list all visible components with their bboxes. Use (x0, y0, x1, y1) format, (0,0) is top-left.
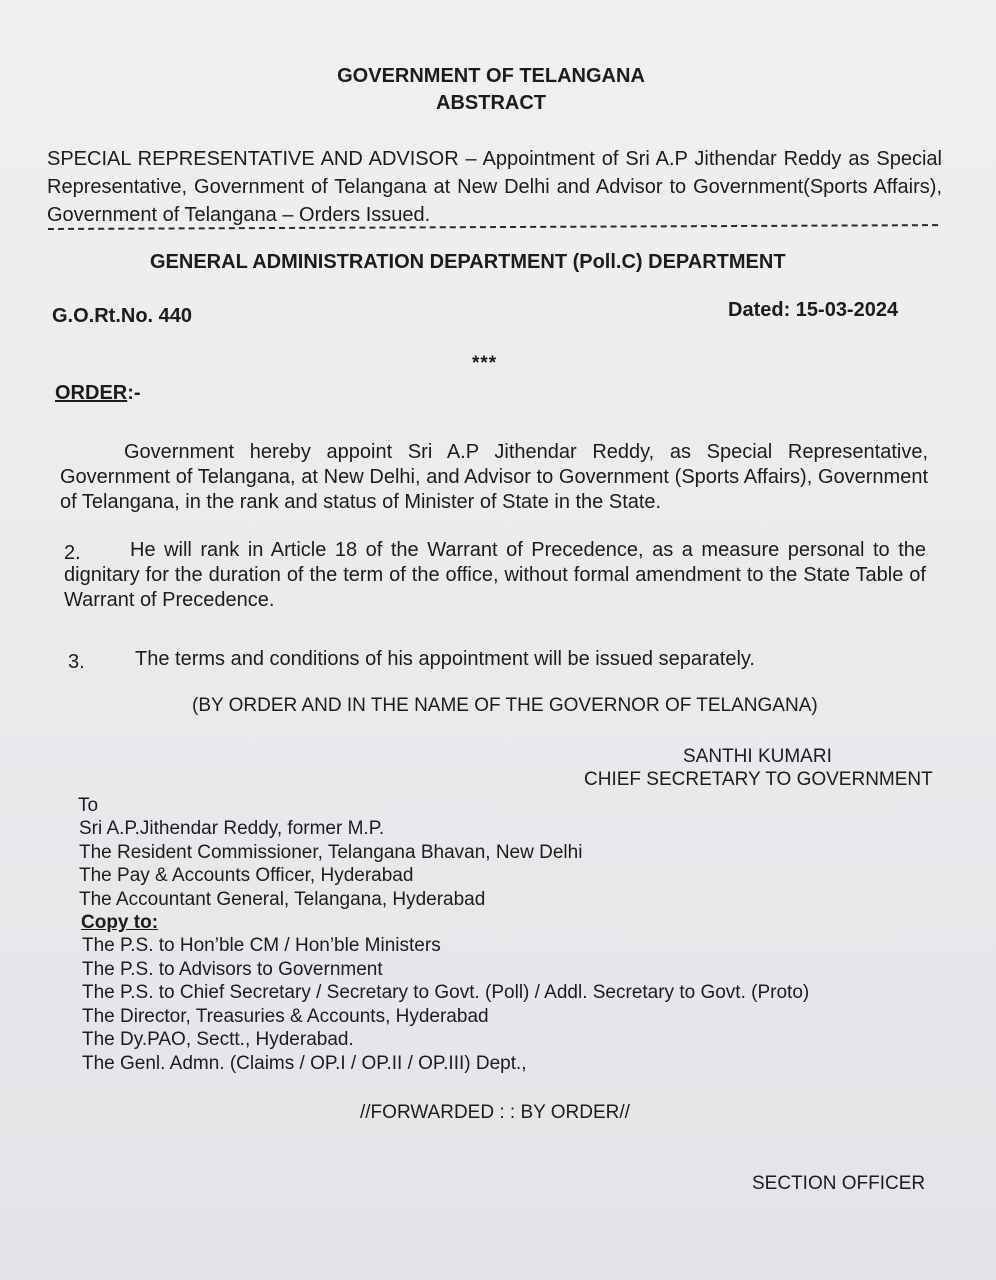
to-label: To (78, 795, 99, 816)
to-list (79, 817, 582, 911)
copy-list-item: The Genl. Admn. (Claims / OP.I / OP.II / OP.III) Dept., (82, 1052, 527, 1074)
order-label: ORDER (55, 382, 128, 404)
abstract-title: ABSTRACT (436, 92, 546, 114)
copy-to-label: Copy to: (81, 912, 159, 933)
forwarded-line: //FORWARDED : : BY ORDER// (360, 1102, 630, 1123)
order-suffix: :- (127, 382, 141, 404)
copy-list-item: The P.S. to Advisors to Government (82, 958, 383, 980)
signatory-name: SANTHI KUMARI (683, 746, 832, 767)
copy-list-item: The P.S. to Hon’ble CM / Hon’ble Ministers (82, 935, 441, 956)
copy-list-item: The Dy.PAO, Sectt., Hyderabad. (82, 1029, 354, 1050)
paragraph-1: Government hereby appoint Sri A.P Jithendar Reddy, as Special Representative, Government of Telangana, at New Delhi, and Advisor to Government (Sports Affairs), Government of Telangana, in the rank and status of Minister of State in the State. (60, 441, 928, 513)
order-heading (55, 381, 141, 406)
to-list-item: Sri A.P.Jithendar Reddy, former M.P. (79, 818, 385, 839)
signatory-designation: CHIEF SECRETARY TO GOVERNMENT (584, 769, 933, 790)
section-officer: SECTION OFFICER (752, 1173, 926, 1194)
copy-list-item: The Director, Treasuries & Accounts, Hyderabad (82, 1005, 489, 1027)
subject-text: SPECIAL REPRESENTATIVE AND ADVISOR – Appointment of Sri A.P Jithendar Reddy as Special Representative, Government of Telangana at New Delhi and Advisor to Government(Sports Affairs), Government of Telangana – Orders Issued. (47, 148, 942, 226)
paragraph-3: The terms and conditions of his appointment will be issued separately. (135, 648, 755, 670)
department-title: GENERAL ADMINISTRATION DEPARTMENT (Poll.C) DEPARTMENT (150, 251, 786, 273)
go-number: G.O.Rt.No. 440 (52, 305, 193, 327)
to-list-item: The Accountant General, Telangana, Hyderabad (79, 888, 486, 910)
by-order-line: (BY ORDER AND IN THE NAME OF THE GOVERNOR OF TELANGANA) (192, 695, 818, 716)
copy-list (82, 934, 809, 1075)
to-list-item: The Pay & Accounts Officer, Hyderabad (79, 865, 414, 886)
paragraph-2: He will rank in Article 18 of the Warrant of Precedence, as a measure personal to the dignitary for the duration of the term of the office, without formal amendment to the State Table of Warrant of Precedence. (64, 539, 926, 611)
to-list-item: The Resident Commissioner, Telangana Bhavan, New Delhi (79, 841, 583, 863)
separator-stars: *** (472, 353, 498, 374)
paragraph-2-number: 2. (64, 542, 81, 564)
government-title: GOVERNMENT OF TELANGANA (337, 65, 645, 87)
go-date: Dated: 15-03-2024 (728, 299, 899, 321)
copy-list-item: The P.S. to Chief Secretary / Secretary to Govt. (Poll) / Addl. Secretary to Govt. (Proto) (82, 982, 810, 1003)
paragraph-3-number: 3. (68, 651, 85, 673)
